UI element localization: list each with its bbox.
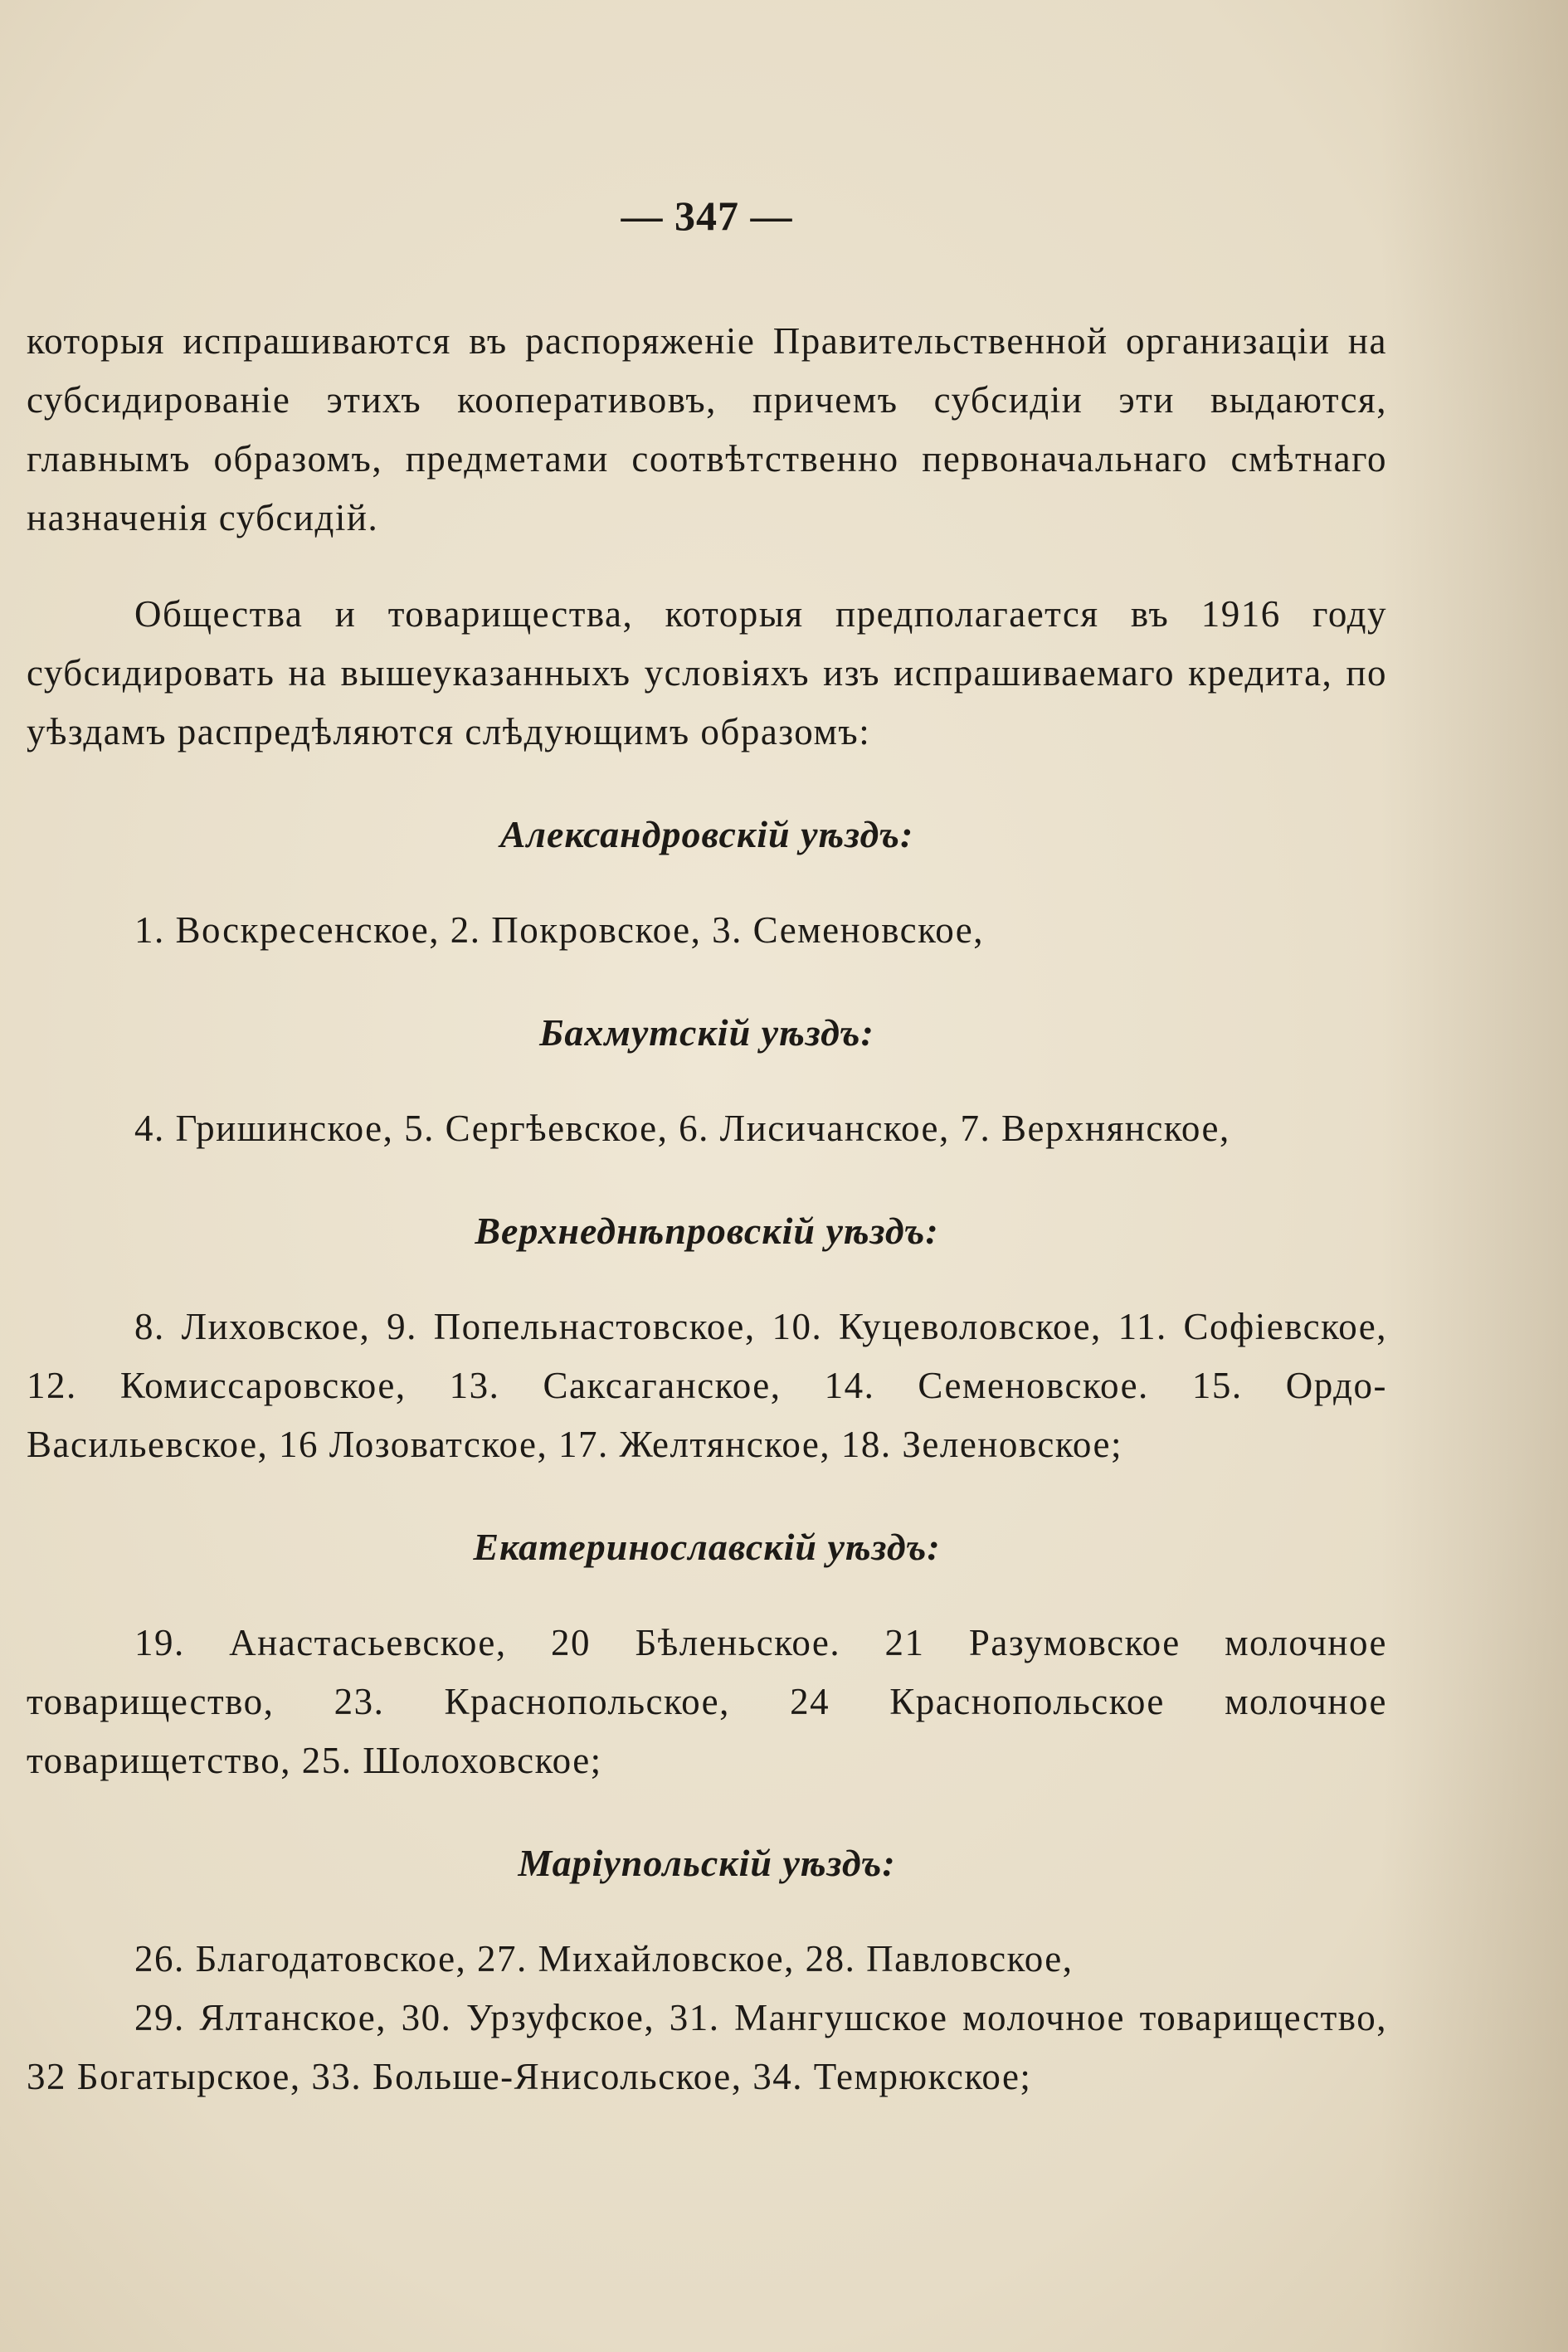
district-heading-bakhmutsky: Бахмутскій уѣздъ:: [539, 1011, 874, 1054]
district-list-aleksandrovsky: 1. Воскресенское, 2. Покровское, 3. Семеновское,: [134, 909, 985, 951]
district-list-bakhmutsky: 4. Гришинское, 5. Сергѣевское, 6. Лисичанское, 7. Верхнянское,: [134, 1108, 1230, 1149]
district-list-mariupolsky-continued: 29. Ялтанское, 30. Урзуфское, 31. Мангушское молочное товарищество, 32 Богатырское, 33. Больше-Янисольское, 34. Темрюкское;: [27, 1997, 1387, 2097]
district-heading-verkhnedneprovsky: Верхнеднѣпровскій уѣздъ:: [475, 1210, 939, 1252]
district-heading-aleksandrovsky: Александровскій уѣздъ:: [499, 813, 914, 855]
district-heading-ekaterinoslavsky: Екатеринославскій уѣздъ:: [473, 1526, 941, 1568]
paragraph-gap: [27, 548, 1387, 585]
district-heading-mariupolsky: Маріупольскій уѣздъ:: [518, 1842, 896, 1884]
paragraph-continuation: которыя испрашиваются въ распоряженіе Правительственной организаціи на субсидированіе этихъ кооперативовъ, причемъ субсидіи эти выдаются, главнымъ образомъ, предметами соотвѣтственно первоначальнаго смѣтнаго назначенія субсидій.: [27, 320, 1387, 538]
district-list-ekaterinoslavsky: 19. Анастасьевское, 20 Бѣленьское. 21 Разумовское молочное товарищество, 23. Краснопольское, 24 Краснопольское молочное товарищетство, 25. Шолоховское;: [27, 1622, 1387, 1781]
paragraph-intro: Общества и товарищества, которыя предполагается въ 1916 году субсидировать на вышеуказанныхъ условіяхъ изъ испрашиваемаго кредита, по уѣздамъ распредѣляются слѣдующимъ образомъ:: [27, 593, 1387, 752]
district-list-mariupolsky: 26. Благодатовское, 27. Михайловское, 28. Павловское,: [134, 1938, 1074, 1979]
page-number: — 347 —: [621, 192, 793, 239]
district-list-verkhnedneprovsky: 8. Лиховское, 9. Попельнастовское, 10. Куцеволовское, 11. Софіевское, 12. Комиссаровское, 13. Саксаганское, 14. Семеновское. 15. Ордо-Васильевское, 16 Лозоватское, 17. Желтянское, 18. Зеленовское;: [27, 1306, 1387, 1465]
page-text: [27, 191, 1387, 2106]
